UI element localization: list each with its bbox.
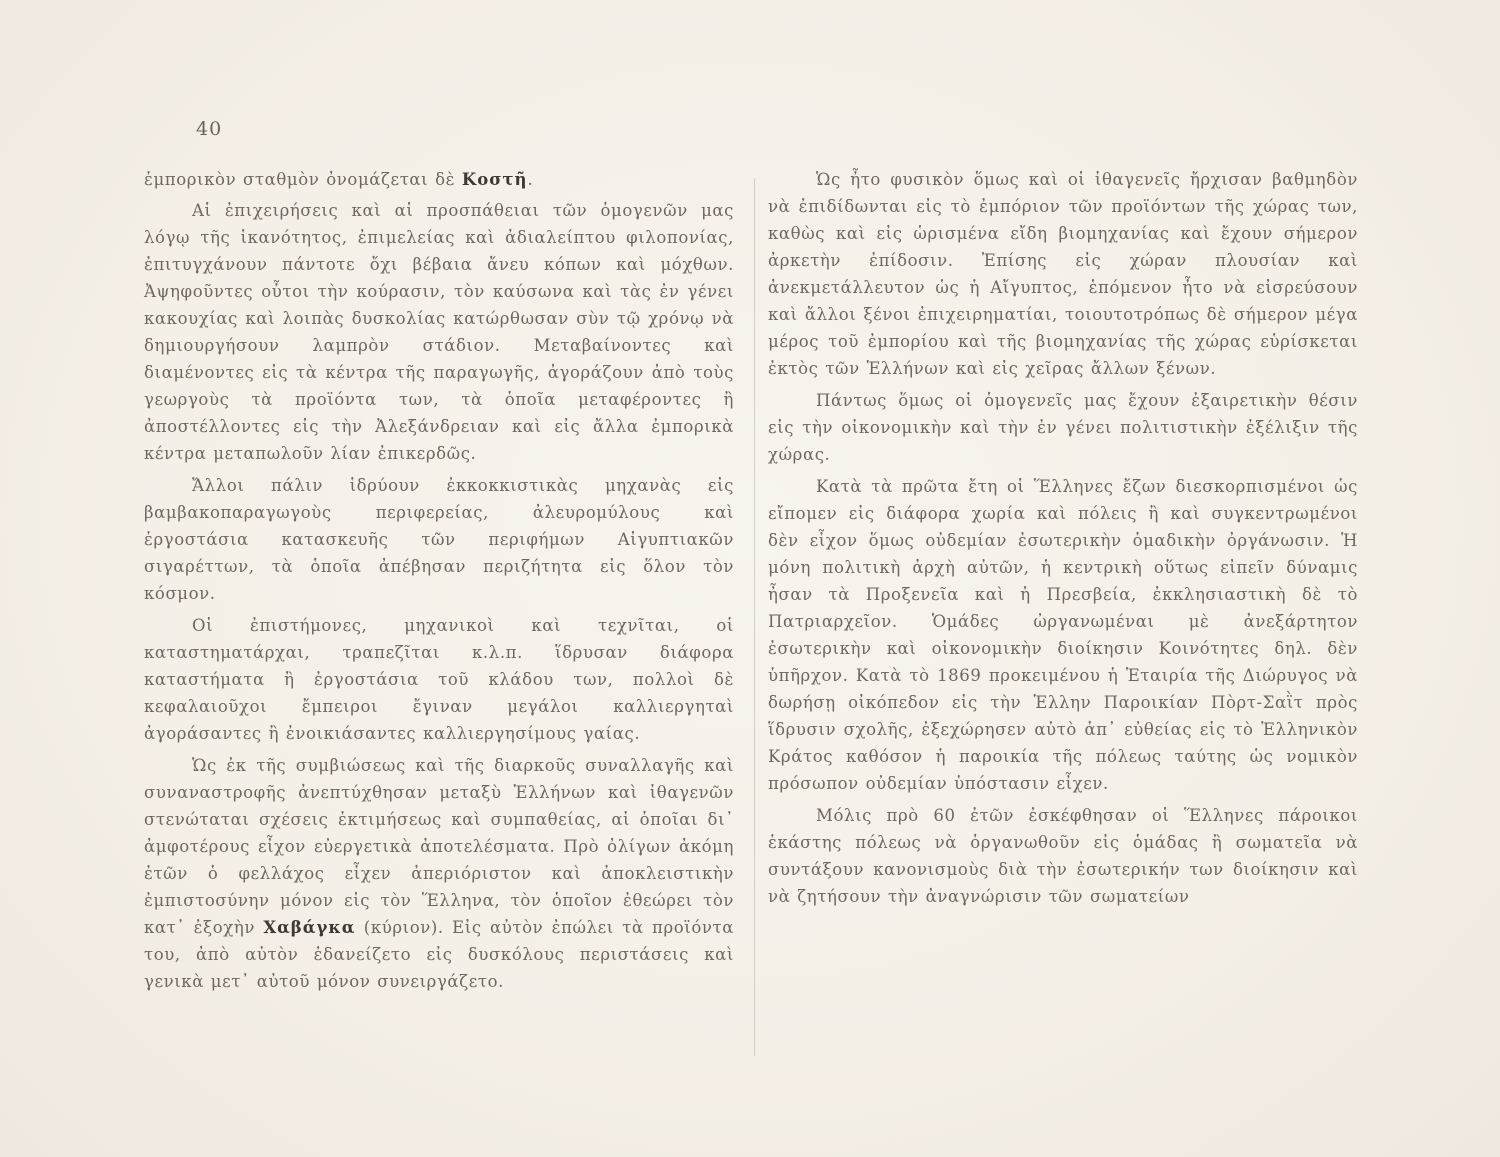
text-run: . [527, 170, 534, 189]
paragraph: Οἱ ἐπιστήμονες, μηχανικοὶ καὶ τεχνῖται, οἱ καταστηματάρχαι, τραπεζῖται κ.λ.π. ἵδρυσαν διάφορα καταστήματα ἢ ἐργοστάσια τοῦ κλάδου των, πολλοὶ δὲ κεφαλαιοῦχοι ἔμπειροι ἔγιναν μεγάλοι καλλιεργηταὶ ἀγοράσαντες ἢ ἐνοικιάσαντες καλλιεργησίμους γαίας. [144, 616, 734, 743]
paragraph [144, 752, 734, 995]
paragraph: Αἱ ἐπιχειρήσεις καὶ αἱ προσπάθειαι τῶν ὁμογενῶν μας λόγῳ τῆς ἱκανότητος, ἐπιμελείας καὶ ἀδιαλείπτου φιλοπονίας, ἐπιτυγχάνουν πάντοτε ὄχι βέβαια ἄνευ κόπων καὶ μόχθων. Ἀψηφοῦντες οὗτοι τὴν κούρασιν, τὸν καύσωνα καὶ τὰς ἐν γένει κακουχίας καὶ λοιπὰς δυσκολίας κατώρθωσαν σὺν τῷ χρόνῳ νὰ δημιουργήσουν λαμπρὸν στάδιον. Μεταβαίνοντες καὶ διαμένοντες εἰς τὰ κέντρα τῆς παραγωγῆς, ἀγοράζουν ἀπὸ τοὺς γεωργοὺς τὰ προϊόντα των, τὰ ὁποῖα μεταφέροντες ἢ ἀποστέλλοντες εἰς τὴν Ἀλεξάνδρειαν καὶ εἰς ἄλλα ἐμπορικὰ κέντρα μεταπωλοῦν λίαν ἐπικερδῶς. [144, 201, 734, 463]
emphasized-word: Χαβάγκα [263, 918, 356, 937]
text-run: ἐμπορικὸν σταθμὸν ὀνομάζεται δὲ [144, 170, 462, 189]
paragraph: Πάντως ὅμως οἱ ὁμογενεῖς μας ἔχουν ἐξαιρετικὴν θέσιν εἰς τὴν οἰκονομικὴν καὶ τὴν ἐν γένει πολιτιστικὴν ἐξέλιξιν τῆς χώρας. [768, 391, 1358, 464]
column-divider [754, 178, 755, 1056]
paragraph: Ἄλλοι πάλιν ἱδρύουν ἐκκοκκιστικὰς μηχανὰς εἰς βαμβακοπαραγωγοὺς περιφερείας, ἀλευρομύλους καὶ ἐργοστάσια κατασκευῆς τῶν περιφήμων Αἰγυπτιακῶν σιγαρέττων, τὰ ὁποῖα ἀπέβησαν περιζήτητα εἰς ὅλον τὸν κόσμον. [144, 476, 734, 603]
page-number: 40 [196, 118, 223, 140]
paragraph: Κατὰ τὰ πρῶτα ἔτη οἱ Ἕλληνες ἔζων διεσκορπισμένοι ὡς εἴπομεν εἰς διάφορα χωρία καὶ πόλεις ἢ καὶ συγκεντρωμένοι δὲν εἶχον ὅμως οὐδεμίαν ἐσωτερικὴν ὁμαδικὴν ὀργάνωσιν. Ἡ μόνη πολιτικὴ ἀρχὴ αὐτῶν, ἡ κεντρικὴ οὕτως εἰπεῖν δύναμις ἦσαν τὰ Προξενεῖα καὶ ἡ Πρεσβεία, ἐκκλησιαστικὴ δὲ τὸ Πατριαρχεῖον. Ὁμάδες ὠργανωμέναι μὲ ἀνεξάρτητον ἐσωτερικὴν καὶ οἰκονομικὴν διοίκησιν Κοινότητες δηλ. δὲν ὑπῆρχον. Κατὰ τὸ 1869 προκειμένου ἡ Ἑταιρία τῆς Διώρυγος νὰ δωρήσῃ οἰκόπεδον εἰς τὴν Ἑλλην Παροικίαν Πὸρτ-Σαῒτ πρὸς ἵδρυσιν σχολῆς, ἐξεχώρησεν αὐτὸ ἀπ᾽ εὐθείας εἰς τὸ Ἑλληνικὸν Κράτος καθόσον ἡ παροικία τῆς πόλεως ταύτης ὡς νομικὸν πρόσωπον οὐδεμίαν ὑπόστασιν εἶχεν. [768, 477, 1358, 793]
left-column [144, 166, 734, 1000]
paragraph: Μόλις πρὸ 60 ἐτῶν ἐσκέφθησαν οἱ Ἕλληνες πάροικοι ἑκάστης πόλεως νὰ ὀργανωθοῦν εἰς ὁμάδας ἢ σωματεῖα νὰ συντάξουν κανονισμοὺς διὰ τὴν ἐσωτερικήν των διοίκησιν καὶ νὰ ζητήσουν τὴν ἀναγνώρισιν τῶν σωματείων [768, 806, 1358, 906]
paragraph [144, 166, 734, 193]
right-column [768, 166, 1358, 915]
text-run: (κύριον). Εἰς αὐτὸν ἐπώλει τὰ προϊόντα του, ἀπὸ αὐτὸν ἐδανείζετο εἰς δυσκόλους περιστάσεις καὶ γενικὰ μετ᾽ αὐτοῦ μόνον συνειργάζετο. [144, 918, 734, 991]
text-run: Ὡς ἐκ τῆς συμβιώσεως καὶ τῆς διαρκοῦς συναλλαγῆς καὶ συναναστροφῆς ἀνεπτύχθησαν μεταξὺ Ἑλλήνων καὶ ἰθαγενῶν στενώταται σχέσεις ἐκτιμήσεως καὶ συμπαθείας, αἱ ὁποῖαι δι᾽ ἀμφοτέρους εἶχον εὐεργετικὰ ἀποτελέσματα. Πρὸ ὀλίγων ἀκόμη ἐτῶν ὁ φελλάχος εἶχεν ἀπεριόριστον καὶ ἀποκλειστικὴν ἐμπιστοσύνην μόνον εἰς τὸν Ἕλληνα, τὸν ὁποῖον ἐθεώρει τὸν κατ᾽ ἐξοχὴν [144, 756, 734, 937]
paragraph: Ὡς ἦτο φυσικὸν ὅμως καὶ οἱ ἰθαγενεῖς ἤρχισαν βαθμηδὸν νὰ ἐπιδίδωνται εἰς τὸ ἐμπόριον τῶν προϊόντων τῆς χώρας των, καθὼς καὶ εἰς ὡρισμένα εἴδη βιομηχανίας καὶ ἔχουν σήμερον ἀρκετὴν ἐπίδοσιν. Ἐπίσης εἰς χώραν πλουσίαν καὶ ἀνεκμετάλλευτον ὡς ἡ Αἴγυπτος, ἑπόμενον ἦτο νὰ εἰσρεύσουν καὶ ἄλλοι ξένοι ἐπιχειρηματίαι, τοιουτοτρόπως δὲ σήμερον μέγα μέρος τοῦ ἐμπορίου καὶ τῆς βιομηχανίας τῆς χώρας εὑρίσκεται ἐκτὸς τῶν Ἑλλήνων καὶ εἰς χεῖρας ἄλλων ξένων. [768, 170, 1358, 378]
emphasized-word: Κοστῆ [461, 170, 528, 189]
